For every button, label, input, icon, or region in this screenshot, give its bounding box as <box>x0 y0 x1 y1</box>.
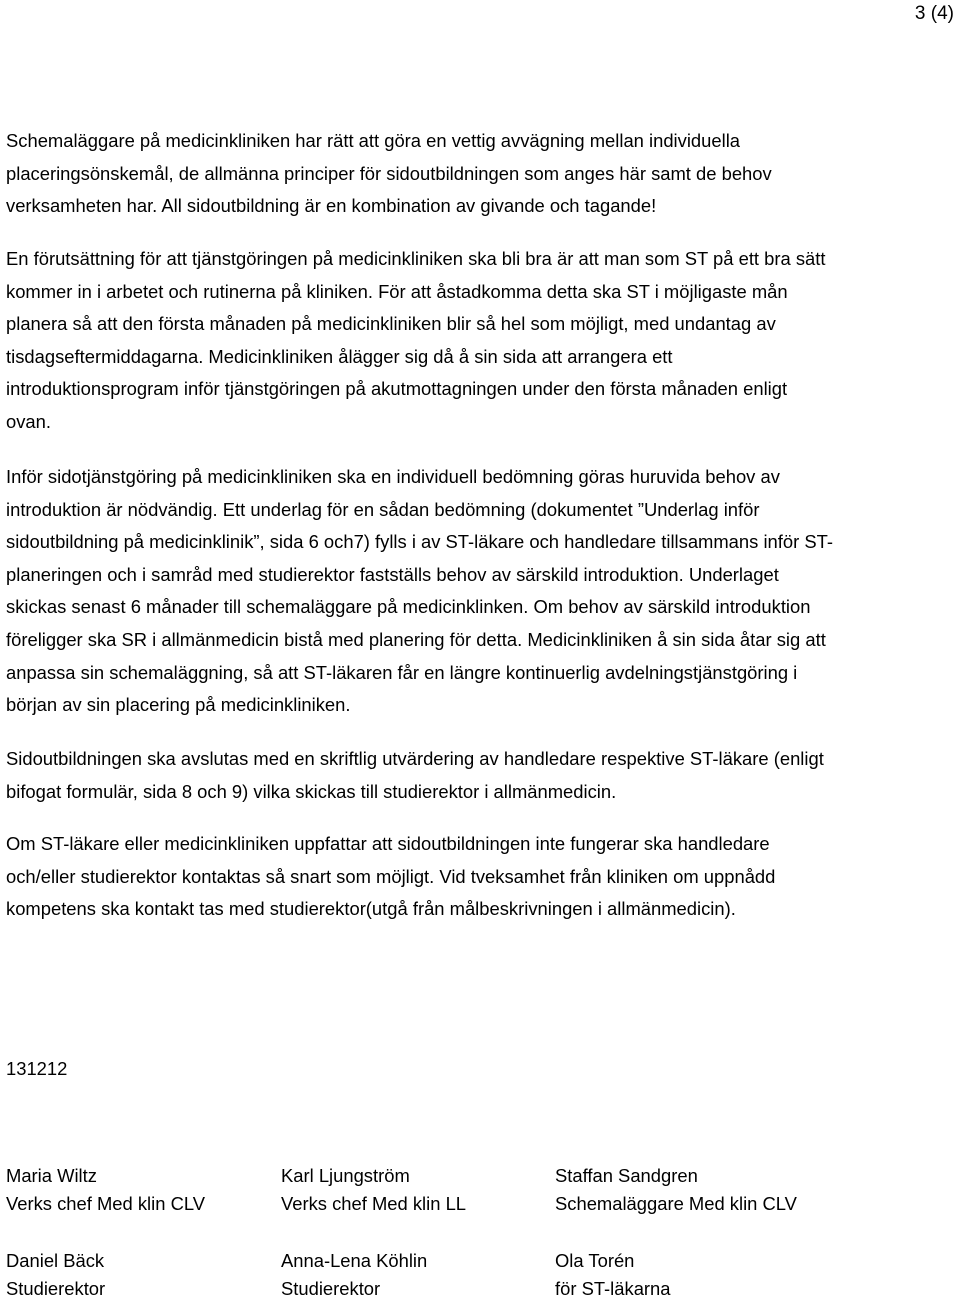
text-line: placeringsönskemål, de allmänna principer för sidoutbildningen som anges här samt de behov <box>6 162 772 184</box>
text-line: Schemaläggare på medicinkliniken har rätt att göra en vettig avvägning mellan individuella <box>6 130 741 151</box>
signatory <box>6 1162 286 1218</box>
signatory-name: Staffan Sandgren <box>555 1165 698 1186</box>
text-line: anpassa sin schemaläggning, så att ST-läkaren får en längre kontinuerlig avdelningstjänstgöring i <box>6 661 798 683</box>
text-line: bifogat formulär, sida 8 och 9) vilka skickas till studierektor i allmänmedicin. <box>6 780 617 802</box>
signatory <box>281 1162 561 1218</box>
text-line: tisdagseftermiddagarna. Medicinkliniken ålägger sig då å sin sida att arrangera ett <box>6 345 673 367</box>
text-line: och/eller studierektor kontaktas så snart som möjligt. Vid tveksamhet från kliniken om uppnådd <box>6 865 776 887</box>
signatory-name: Anna-Lena Köhlin <box>281 1250 428 1271</box>
text-line: introduktionsprogram inför tjänstgöringen på akutmottagningen under den första månaden enligt <box>6 378 788 400</box>
document-date: 131212 <box>6 1058 68 1079</box>
signatory-name: Karl Ljungström <box>281 1165 410 1186</box>
text-line: planera så att den första månaden på medicinkliniken blir så hel som möjligt, med undantag av <box>6 313 776 335</box>
signatory-name: Daniel Bäck <box>6 1250 105 1271</box>
text-line: verksamheten har. All sidoutbildning är en kombination av givande och tagande! <box>6 195 657 217</box>
signatory-name: Maria Wiltz <box>6 1165 97 1186</box>
page-number: 3 (4) <box>914 3 954 24</box>
signatory-name: Ola Torén <box>555 1250 635 1271</box>
text-line: introduktion är nödvändig. Ett underlag för en sådan bedömning (dokumentet ”Underlag inför <box>6 498 760 520</box>
text-line: skickas senast 6 månader till schemaläggare på medicinklinken. Om behov av särskild introduktion <box>6 596 811 618</box>
text-line: ovan. <box>6 410 51 432</box>
signatory <box>555 1247 835 1303</box>
text-line: början av sin placering på medicinkliniken. <box>6 694 351 716</box>
signatory-title: Studierektor <box>281 1278 381 1299</box>
signatory-title: Verks chef Med klin CLV <box>6 1193 205 1214</box>
paragraph-introduction-month <box>6 243 960 439</box>
text-line: föreligger ska SR i allmänmedicin bistå med planering för detta. Medicinkliniken å sin sida åtar sig att <box>6 628 826 650</box>
text-line: Om ST-läkare eller medicinkliniken uppfattar att sidoutbildningen inte fungerar ska handledare <box>6 833 770 854</box>
text-line: kommer in i arbetet och rutinerna på kliniken. För att åstadkomma detta ska ST i möjligaste mån <box>6 280 788 302</box>
text-line: Inför sidotjänstgöring på medicinkliniken ska en individuell bedömning göras huruvida behov av <box>6 466 780 487</box>
signatory-title: Verks chef Med klin LL <box>281 1193 467 1214</box>
text-line: kompetens ska kontakt tas med studierektor(utgå från målbeskrivningen i allmänmedicin). <box>6 898 736 920</box>
paragraph-individual-assessment <box>6 461 960 722</box>
text-line: En förutsättning för att tjänstgöringen på medicinkliniken ska bli bra är att man som ST på ett bra sätt <box>6 248 826 269</box>
signatory <box>281 1247 561 1303</box>
signatory-title: Schemaläggare Med klin CLV <box>555 1193 797 1214</box>
paragraph-evaluation <box>6 743 960 808</box>
signatory <box>555 1162 835 1218</box>
text-line: planeringen och i samråd med studierektor fastställs behov av särskild introduktion. Underlaget <box>6 563 779 585</box>
signatory-title: Studierektor <box>6 1278 106 1299</box>
paragraph-contact <box>6 828 960 926</box>
paragraph-scheduling-principles <box>6 125 960 223</box>
signatory <box>6 1247 286 1303</box>
text-line: Sidoutbildningen ska avslutas med en skriftlig utvärdering av handledare respektive ST-läkare (enligt <box>6 748 824 769</box>
signatory-title: för ST-läkarna <box>555 1278 671 1299</box>
text-line: sidoutbildning på medicinklinik”, sida 6 och7) fylls i av ST-läkare och handledare tillsammans inför ST- <box>6 531 833 553</box>
